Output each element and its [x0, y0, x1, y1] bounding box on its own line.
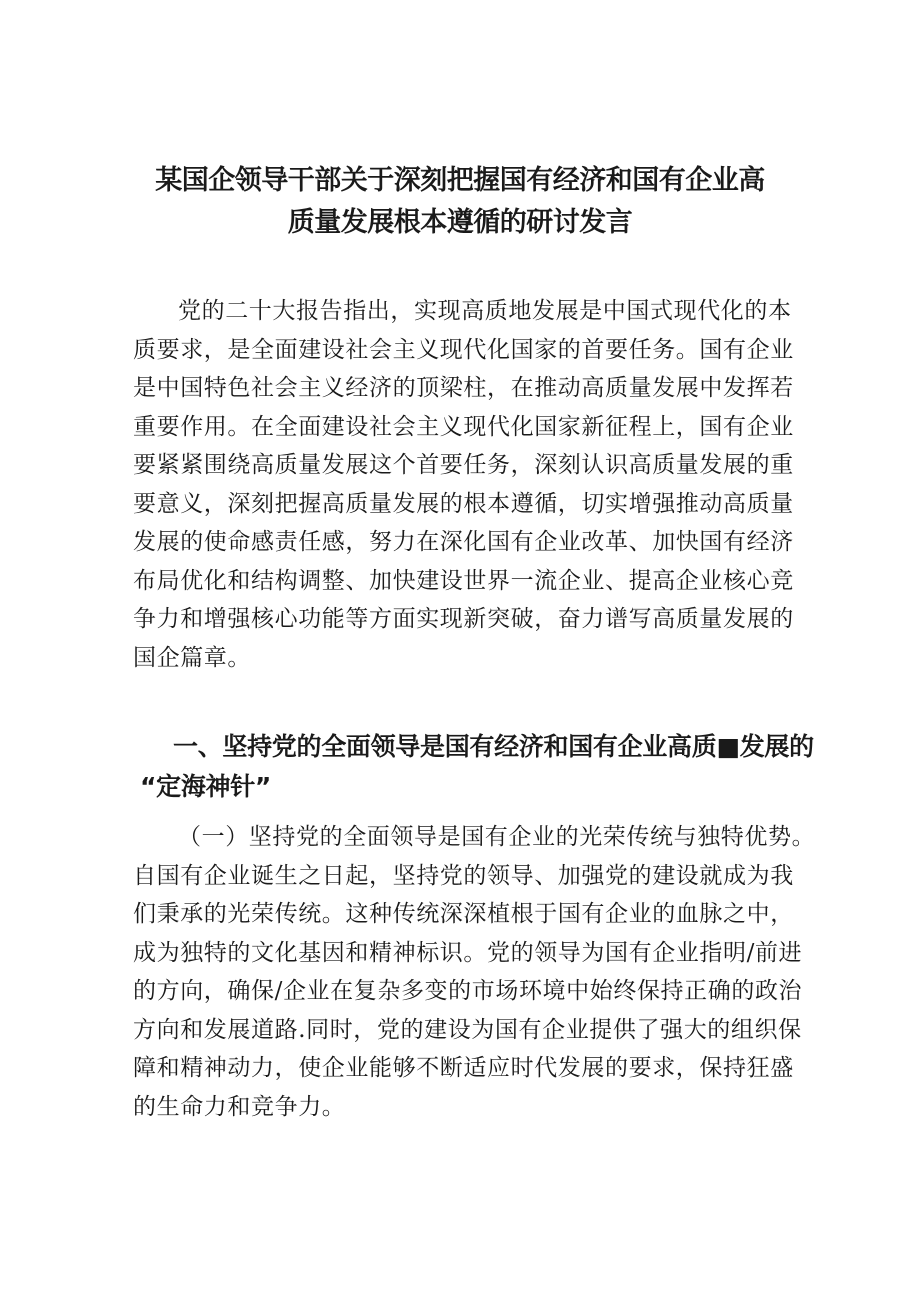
paragraph-line: 们秉承的光荣传统。这种传统深深植根于国有企业的血脉之中， [133, 901, 794, 927]
paragraph-line: 是中国特色社会主义经济的顶梁柱，在推动高质量发展中发挥若 [133, 375, 794, 401]
heading-line: “定海神针” [140, 772, 272, 801]
paragraph-line: 要紧紧围绕高质量发展这个首要任务，深刻认识高质量发展的重 [133, 452, 794, 478]
paragraph-line: 党的二十大报告指出，实现高质地发展是中国式现代化的本 [178, 298, 792, 324]
paragraph-line: 的生命力和竞争力。 [133, 1093, 346, 1120]
paragraph-line: 重要作用。在全面建设社会主义现代化国家新征程上，国有企业 [133, 413, 794, 440]
paragraph-line: 方向和发展道路.同时，党的建设为国有企业提供了强大的组织保 [133, 1016, 802, 1043]
paragraph-line: 要意义，深刻把握高质量发展的根本遵循，切实增强推动高质量 [133, 490, 794, 517]
document-title [140, 160, 780, 244]
paragraph-line: 的方向，确保/企业在复杂多变的市场环境中始终保持正确的政治 [133, 978, 803, 1004]
paragraph-line: 质要求，是全面建设社会主义现代化国家的首要任务。国有企业 [133, 336, 794, 363]
heading-line: 一、坚持党的全面领导是国有经济和国有企业高质■发展的 [173, 732, 814, 761]
paragraph-line: 障和精神动力，使企业能够不断适应时代发展的要求，保持狂盛 [133, 1055, 794, 1081]
paragraph-line: 发展的使命感责任感，努力在深化国有企业改革、加快国有经济 [133, 529, 794, 555]
intro-paragraph [133, 292, 794, 677]
section-heading [140, 727, 814, 807]
title-line: 某国企领导干部关于深刻把握国有经济和国有企业高 [155, 165, 765, 196]
paragraph-line: 成为独特的文化基因和精神标识。党的领导为国有企业指明/前进 [133, 939, 803, 966]
paragraph-line: 国企篇章。 [133, 644, 251, 671]
section-paragraph [133, 818, 815, 1126]
paragraph-line: 争力和增强核心功能等方面实现新突破，奋力谱写高质量发展的 [133, 606, 794, 632]
paragraph-line: 布局优化和结构调整、加快建设世界一流企业、提高企业核心竞 [133, 567, 794, 594]
paragraph-line: 自国有企业诞生之日起，坚持党的领导、加强党的建设就成为我 [133, 862, 794, 889]
paragraph-line: （一）坚持党的全面领导是国有企业的光荣传统与独特优势。 [178, 824, 816, 850]
title-line: 质量发展根本遵循的研讨发言 [287, 207, 633, 238]
